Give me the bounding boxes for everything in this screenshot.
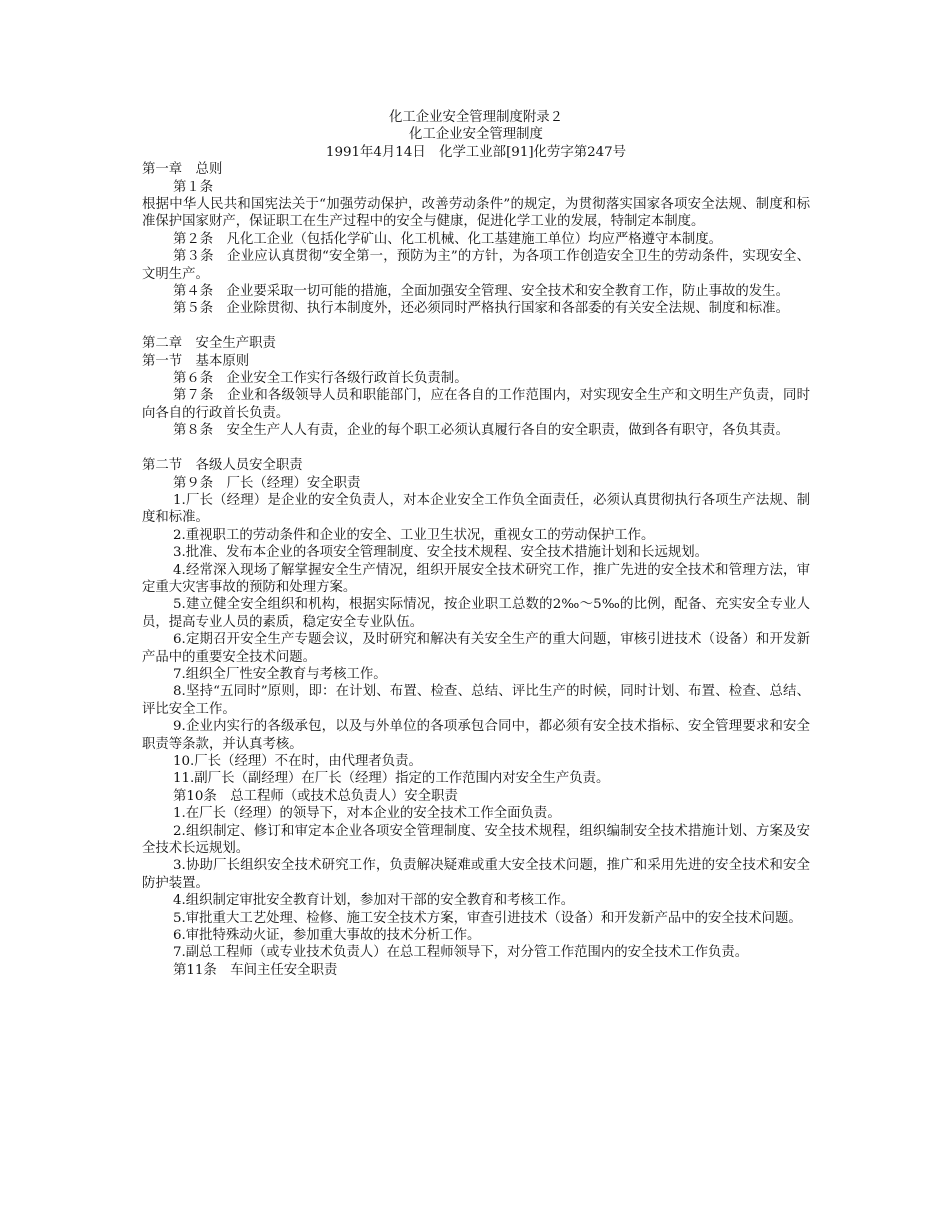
article-1-heading: 第１条: [173, 179, 214, 195]
article-6: 第６条 企业安全工作实行各级行政首长负责制。: [173, 371, 468, 387]
article-9-item: 8.坚持“五同时”原则，即：在计划、布置、检查、总结、评比生产的时候，同时计划、布置、检查、总结、评比安全工作。: [142, 684, 810, 717]
article-7: 第７条 企业和各级领导人员和职能部门，应在各自的工作范围内，对实现安全生产和文明生产负责，同时向各自的行政首长负责。: [142, 388, 810, 421]
article-10-item: 6.审批特殊动火证，参加重大事故的技术分析工作。: [173, 928, 481, 944]
article-4: 第４条 企业要采取一切可能的措施，全面加强安全管理、安全技术和安全教育工作，防止事故的发生。: [173, 284, 789, 300]
article-9-item: 3.批准、发布本企业的各项安全管理制度、安全技术规程、安全技术措施计划和长远规划。: [173, 545, 709, 561]
article-9-item: 7.组织全厂性安全教育与考核工作。: [173, 666, 387, 682]
article-10-item: 7.副总工程师（或专业技术负责人）在总工程师领导下，对分管工作范围内的安全技术工作负责。: [173, 945, 749, 961]
paragraph-spacer: [142, 440, 810, 457]
article-9-heading: 第９条 厂长（经理）安全职责: [173, 475, 361, 491]
article-10-item: 3.协助厂长组织安全技术研究工作，负责解决疑难或重大安全技术问题，推广和采用先进的安全技术和安全防护装置。: [142, 858, 810, 891]
section-2-heading: 第二节 各级人员安全职责: [142, 458, 303, 474]
article-9-item: 9.企业内实行的各级承包，以及与外单位的各项承包合同中，都必须有安全技术指标、安全管理要求和安全职责等条款，并认真考核。: [142, 719, 810, 752]
article-10-item: 5.审批重大工艺处理、检修、施工安全技术方案，审查引进技术（设备）和开发新产品中的安全技术问题。: [173, 910, 802, 926]
article-9-item: 6.定期召开安全生产专题会议，及时研究和解决有关安全生产的重大问题，审核引进技术（设备）和开发新产品中的重要安全技术问题。: [142, 632, 810, 665]
document-title: 化工企业安全管理制度附录２: [388, 110, 564, 125]
article-9-item: 4.经常深入现场了解掌握安全生产情况，组织开展安全技术研究工作，推广先进的安全技术和管理方法，审定重大灾害事故的预防和处理方案。: [142, 562, 810, 595]
article-11-heading: 第11条 车间主任安全职责: [173, 962, 338, 978]
article-10-item: 1.在厂长（经理）的领导下，对本企业的安全技术工作全面负责。: [173, 806, 561, 822]
section-1-heading: 第一节 基本原则: [142, 353, 250, 369]
article-3: 第３条 企业应认真贯彻“安全第一，预防为主”的方针，为各项工作创造安全卫生的劳动条件，实现安全、文明生产。: [142, 249, 810, 282]
document-page: [142, 109, 810, 979]
article-9-item: 2.重视职工的劳动条件和企业的安全、工业卫生状况，重视女工的劳动保护工作。: [173, 527, 655, 543]
paragraph-spacer: [142, 318, 810, 335]
article-8: 第８条 安全生产人人有责，企业的每个职工必须认真履行各自的安全职责，做到各有职守，各负其责。: [173, 423, 789, 439]
article-1-text: 根据中华人民共和国宪法关于“加强劳动保护，改善劳动条件”的规定，为贯彻落实国家各项安全法规、制度和标准保护国家财产，保证职工在生产过程中的安全与健康，促进化学工业的发展，特制定本制度。: [142, 197, 810, 230]
article-10-item: 2.组织制定、修订和审定本企业各项安全管理制度、安全技术规程，组织编制安全技术措施计划、方案及安全技术长远规划。: [142, 823, 810, 857]
article-9-item: 5.建立健全安全组织和机构，根据实际情况，按企业职工总数的2‰～5‰的比例，配备、充实安全专业人员，提高专业人员的素质，稳定安全专业队伍。: [142, 597, 810, 630]
document-subtitle: 化工企业安全管理制度: [409, 127, 543, 143]
article-9-item: 1.厂长（经理）是企业的安全负责人，对本企业安全工作负全面责任，必须认真贯彻执行各项生产法规、制度和标准。: [142, 492, 810, 526]
article-9-item: 11.副厂长（副经理）在厂长（经理）指定的工作范围内对安全生产负责。: [173, 771, 610, 787]
chapter-2-heading: 第二章 安全生产职责: [142, 336, 276, 352]
document-issue-line: 1991年4月14日 化学工业部[91]化劳字第247号: [325, 144, 627, 160]
article-9-item: 10.厂长（经理）不在时，由代理者负责。: [173, 754, 422, 769]
article-5: 第５条 企业除贯彻、执行本制度外，还必须同时严格执行国家和各部委的有关安全法规、制度和标准。: [173, 301, 789, 317]
article-10-item: 4.组织制定审批安全教育计划，参加对干部的安全教育和考核工作。: [173, 893, 575, 909]
article-2: 第２条 凡化工企业（包括化学矿山、化工机械、化工基建施工单位）均应严格遵守本制度。: [173, 231, 723, 247]
chapter-1-heading: 第一章 总则: [142, 162, 223, 178]
article-10-heading: 第10条 总工程师（或技术总负责人）安全职责: [173, 788, 458, 804]
